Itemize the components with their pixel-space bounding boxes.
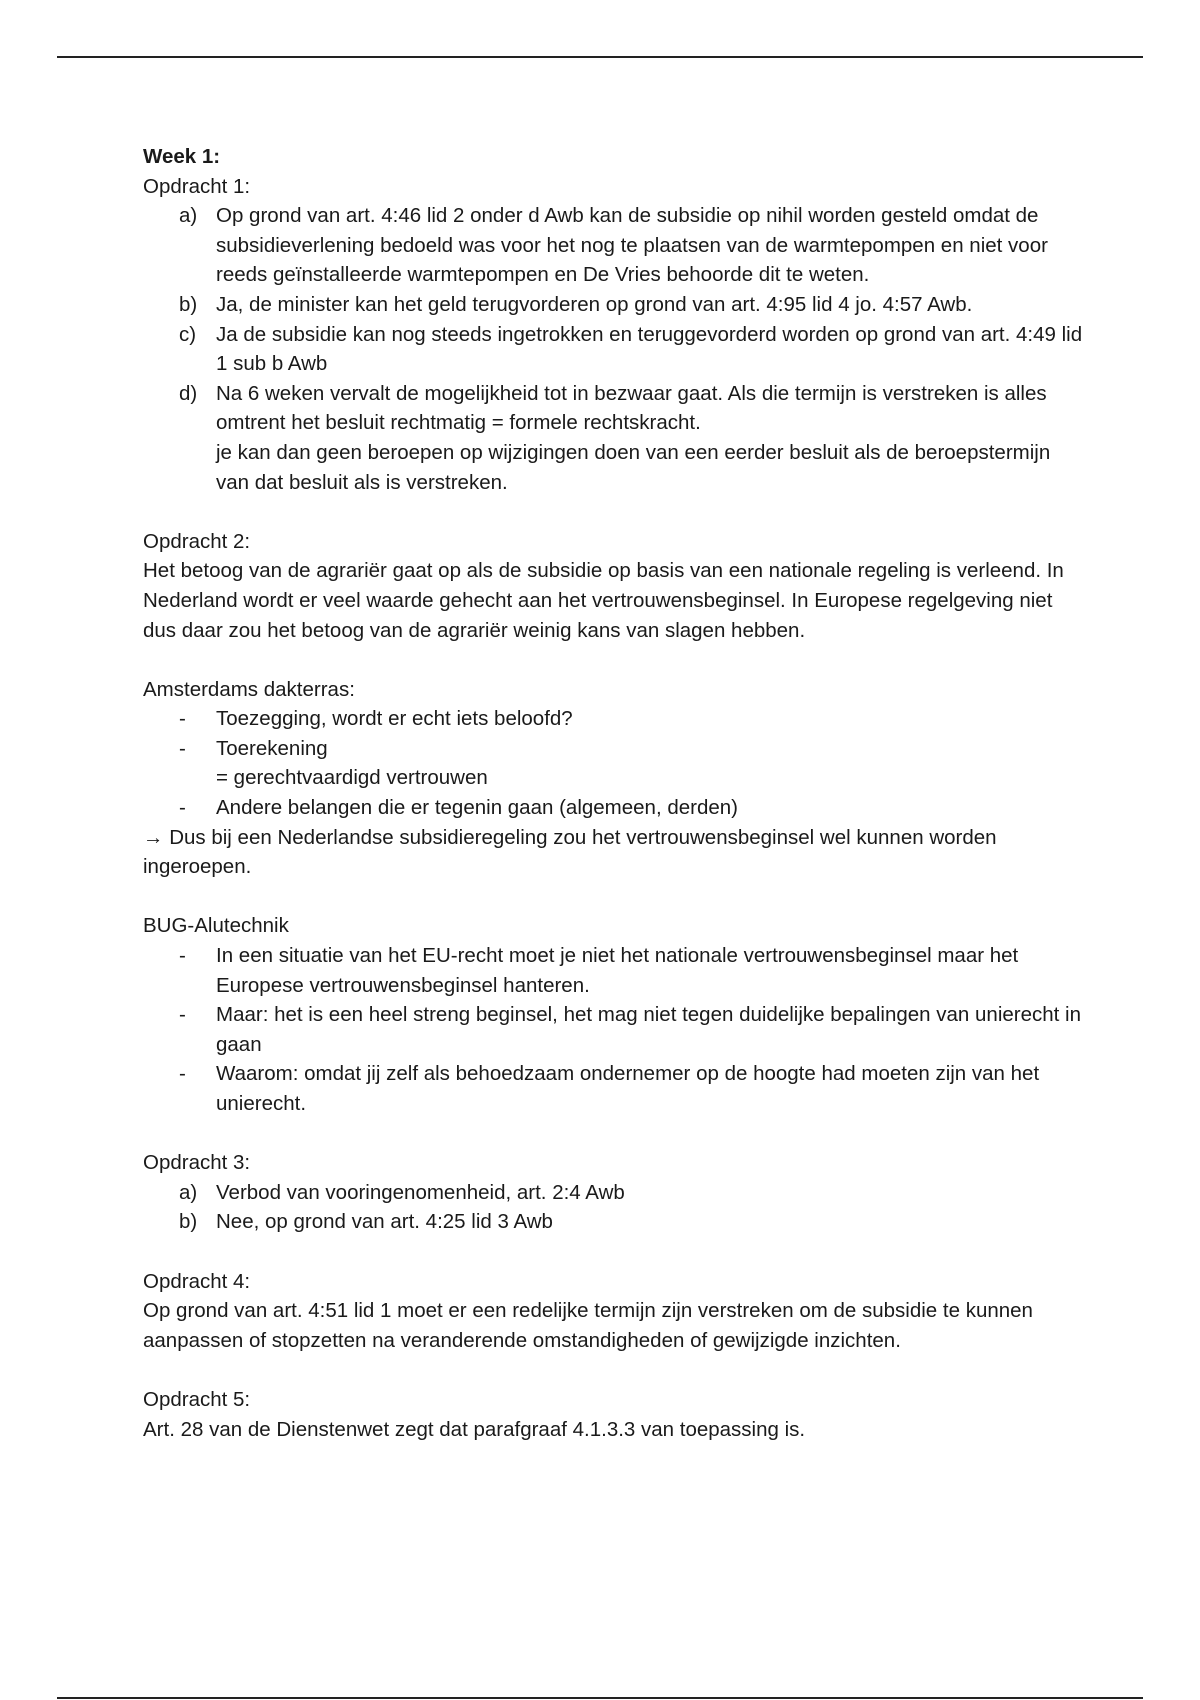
bug-list bbox=[143, 941, 1083, 1119]
list-item-text: Andere belangen die er tegenin gaan (algemeen, derden) bbox=[216, 796, 738, 820]
list-item-text: Toezegging, wordt er echt iets beloofd? bbox=[216, 707, 573, 731]
list-marker: a) bbox=[179, 1180, 198, 1204]
list-item-text: Ja de subsidie kan nog steeds ingetrokken en teruggevorderd worden op grond van art. 4:49 lid 1 sub b Awb bbox=[216, 322, 1083, 376]
opdracht-4-title: Opdracht 4: bbox=[143, 1269, 251, 1293]
amsterdam-title: Amsterdams dakterras: bbox=[143, 677, 355, 701]
list-marker: - bbox=[179, 944, 186, 968]
list-item bbox=[143, 941, 1083, 1000]
list-item bbox=[143, 201, 1083, 290]
list-item-text: Waarom: omdat jij zelf als behoedzaam ondernemer op de hoogte had moeten zijn van het unierecht. bbox=[216, 1062, 1040, 1115]
list-item-continuation: = gerechtvaardigd vertrouwen bbox=[216, 766, 488, 790]
opdracht-1-title: Opdracht 1: bbox=[143, 174, 251, 198]
header-rule bbox=[57, 56, 1143, 58]
opdracht-5-paragraph: Art. 28 van de Dienstenwet zegt dat parafgraaf 4.1.3.3 van toepassing is. bbox=[143, 1417, 806, 1441]
list-item-text: Nee, op grond van art. 4:25 lid 3 Awb bbox=[216, 1210, 553, 1234]
list-item-text: Na 6 weken vervalt de mogelijkheid tot in bezwaar gaat. Als die termijn is verstreken is alles omtrent het besluit rechtmatig = formele rechtskracht. bbox=[216, 381, 1047, 435]
list-item bbox=[143, 290, 1083, 320]
list-item bbox=[143, 704, 1083, 734]
opdracht-4-paragraph: Op grond van art. 4:51 lid 1 moet er een redelijke termijn zijn verstreken om de subsidie te kunnen aanpassen of stopzetten na veranderende omstandigheden of gewijzigde inzichten. bbox=[143, 1299, 1033, 1352]
list-marker: - bbox=[179, 1062, 186, 1086]
list-item bbox=[143, 1207, 1083, 1237]
list-marker: - bbox=[179, 707, 186, 731]
list-item bbox=[143, 1059, 1083, 1118]
opdracht-2-paragraph: Het betoog van de agrariër gaat op als de subsidie op basis van een nationale regeling is verleend. In Nederland wordt er veel waarde gehecht aan het vertrouwensbeginsel. In Europese regelgeving niet dus daar zou het betoog van de agrariër weinig kans van slagen hebben. bbox=[143, 559, 1064, 642]
opdracht-1-list bbox=[143, 201, 1083, 497]
week-heading: Week 1: bbox=[143, 145, 221, 168]
list-item-continuation: je kan dan geen beroepen op wijzigingen doen van een eerder besluit als de beroepstermijn van dat besluit als is verstreken. bbox=[216, 440, 1051, 494]
opdracht-2-title: Opdracht 2: bbox=[143, 529, 251, 553]
list-item-text: In een situatie van het EU-recht moet je niet het nationale vertrouwensbeginsel maar het Europese vertrouwensbeginsel hanteren. bbox=[216, 944, 1019, 997]
amsterdam-list bbox=[143, 704, 1083, 822]
document-body bbox=[143, 142, 1083, 1444]
list-item bbox=[143, 1178, 1083, 1208]
list-item-text: Ja, de minister kan het geld terugvorderen op grond van art. 4:95 lid 4 jo. 4:57 Awb. bbox=[216, 292, 973, 316]
list-marker: d) bbox=[179, 381, 198, 405]
list-item bbox=[143, 793, 1083, 823]
list-marker: - bbox=[179, 1003, 186, 1027]
list-item-text: Verbod van vooringenomenheid, art. 2:4 Awb bbox=[216, 1180, 625, 1204]
list-marker: - bbox=[179, 736, 186, 760]
list-item bbox=[143, 1000, 1083, 1059]
list-item-text: Op grond van art. 4:46 lid 2 onder d Awb kan de subsidie op nihil worden gesteld omdat de subsidieverlening bedoeld was voor het nog te plaatsen van de warmtepompen en niet voor reeds geïnstalleerde warmtepompen en De Vries behoorde dit te weten. bbox=[216, 204, 1048, 287]
bug-title: BUG-Alutechnik bbox=[143, 914, 289, 938]
conclusion-line bbox=[143, 823, 1083, 882]
list-item bbox=[143, 320, 1083, 379]
arrow-icon: → bbox=[143, 825, 164, 849]
opdracht-3-title: Opdracht 3: bbox=[143, 1151, 251, 1175]
list-marker: a) bbox=[179, 204, 198, 228]
list-marker: b) bbox=[179, 292, 198, 316]
list-item-text: Toerekening bbox=[216, 736, 328, 760]
list-marker: - bbox=[179, 796, 186, 820]
list-marker: b) bbox=[179, 1210, 198, 1234]
opdracht-3-list bbox=[143, 1178, 1083, 1237]
list-item bbox=[143, 734, 1083, 793]
list-marker: c) bbox=[179, 322, 197, 346]
opdracht-5-title: Opdracht 5: bbox=[143, 1387, 251, 1411]
conclusion-text: Dus bij een Nederlandse subsidieregeling zou het vertrouwensbeginsel wel kunnen worden ingeroepen. bbox=[143, 825, 997, 879]
footer-rule bbox=[57, 1697, 1143, 1699]
list-item bbox=[143, 379, 1083, 497]
list-item-text: Maar: het is een heel streng beginsel, het mag niet tegen duidelijke bepalingen van unierecht in gaan bbox=[216, 1003, 1081, 1056]
